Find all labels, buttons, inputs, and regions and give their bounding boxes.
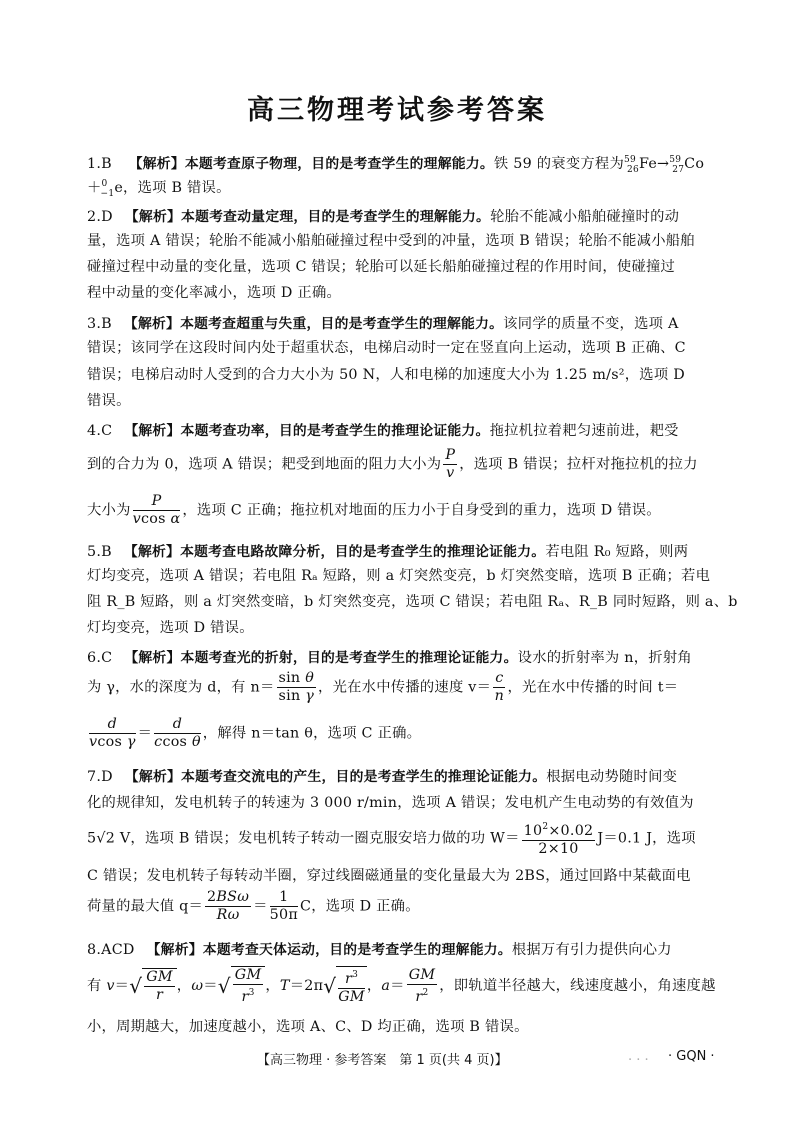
- answer-1-line-2: ＋$^0_{-1}$e，选项 B 错误。: [87, 179, 231, 199]
- fraction-charge: $\frac{\text{2BSω}}{R\omega}$: [207, 889, 250, 923]
- answer-7-head: 【解析】本题考查交流电的产生，目的是考查学生的推理论证能力。: [124, 769, 547, 785]
- answer-4-line-2: 到的合力为 0，选项 A 错误；耙受到地面的阻力大小为 $\frac{P}{v}$ ，选项 B 错误；拉杆对拖拉机的拉力: [87, 447, 698, 481]
- answer-6-head: 【解析】本题考查光的折射，目的是考查学生的推理论证能力。: [124, 650, 518, 666]
- fraction-d-over-ccos: $\frac{d}{\text{ccos θ}}$: [154, 716, 201, 750]
- answer-5-line-4: 灯均变亮，选项 D 错误。: [87, 620, 254, 636]
- answer-2-line-4: 程中动量的变化率减小，选项 D 正确。: [87, 285, 342, 301]
- footer-code: · GQN ·: [668, 1049, 715, 1064]
- answer-6-line-3: $\frac{d}{\text{vcos γ}}$ ＝ $\frac{d}{\text{ccos θ}}$ ，解得 n＝tan θ，选项 C 正确。: [89, 716, 422, 750]
- footer-text: 【高三物理 · 参考答案 第 1 页(共 4 页)】: [257, 1053, 508, 1068]
- answer-7-line-3: 5√2 V，选项 B 错误；发电机转子转动一圈克服安培力做的功 W＝ $\frac{10^2\times 0.02}{2\times 10}$ J＝0.1 J，选项: [87, 819, 696, 858]
- answer-5-line-2: 灯均变亮，选项 A 错误；若电阻 Rₐ 短路，则 a 灯突然变亮，b 灯突然变暗，选项 B 正确；若电: [87, 568, 711, 584]
- fraction-c-over-n: $\frac{c}{n}$: [494, 670, 505, 704]
- answer-2-number: 2.D: [87, 209, 113, 225]
- fraction-one-over-50pi: $\frac{1}{50\pi}$: [269, 889, 298, 923]
- answer-1-number: 1.B: [87, 156, 112, 172]
- answer-8-line-3: 小，周期越大，加速度越小，选项 A、C、D 均正确，选项 B 错误。: [87, 1019, 529, 1035]
- answer-6-line-2: 为 γ，水的深度为 d，有 n＝ $\frac{\text{sin θ}}{\text{sin γ}}$ ，光在水中传播的速度 v＝ $\frac{c}{n}$ ，光在水中传播的时间 t＝: [87, 670, 679, 704]
- answer-2-head: 【解析】本题考查动量定理，目的是考查学生的理解能力。: [124, 209, 491, 225]
- answer-3-line-4: 错误。: [87, 393, 131, 409]
- answer-3-line-3: 错误；电梯启动时人受到的合力大小为 50 N，人和电梯的加速度大小为 1.25 m/s²，选项 D: [87, 367, 685, 383]
- answer-7-number: 7.D: [87, 769, 113, 785]
- answer-3-number: 3.B: [87, 316, 112, 332]
- fraction-p-over-vcos: $\frac{P}{\text{vcos α}}$: [132, 493, 181, 527]
- answer-4-number: 4.C: [87, 423, 113, 439]
- footer-dots: . . .: [628, 1049, 649, 1064]
- page-title: 高三物理考试参考答案: [247, 95, 547, 126]
- answer-1-line-1: 1.B 【解析】本题考查原子物理，目的是考查学生的理解能力。铁 59 的衰变方程为$^{59}_{26}$Fe→$^{59}_{27}$Co: [87, 155, 705, 175]
- answer-2-line-3: 碰撞过程中动量的变化量，选项 C 错误；轮胎可以延长船舶碰撞过程的作用时间，使碰撞过: [87, 259, 676, 275]
- answer-8-head: 【解析】本题考查天体运动，目的是考查学生的理解能力。: [146, 942, 512, 958]
- fraction-d-over-vcos: $\frac{d}{\text{vcos γ}}$: [89, 716, 136, 750]
- answer-8-number: 8.ACD: [87, 942, 135, 958]
- fraction-work: $\frac{10^2\times 0.02}{2\times 10}$: [522, 819, 596, 858]
- answer-5-number: 5.B: [87, 544, 112, 560]
- answer-1-head: 【解析】本题考查原子物理，目的是考查学生的理解能力。: [128, 156, 494, 172]
- answer-3-head: 【解析】本题考查超重与失重，目的是考查学生的理解能力。: [123, 316, 504, 332]
- answer-4-head: 【解析】本题考查功率，目的是考查学生的推理论证能力。: [124, 423, 490, 439]
- fraction-p-over-v: $\frac{P}{v}$: [445, 447, 456, 481]
- answer-2-line-2: 量，选项 A 错误；轮胎不能减小船舶碰撞过程中受到的冲量，选项 B 错误；轮胎不能减小船舶: [87, 233, 695, 249]
- answer-8-line-2: 有 v＝√ $\frac{GM}{r}$ ，ω＝√ $\frac{GM}{r^3}$ ，T＝2π√ $\frac{r^3}{GM}$ ，a＝ $\frac{GM}{r^2}$ ，即轨道半径越大，线速度越小，角速度越: [87, 966, 716, 1005]
- answer-7-line-5: 荷量的最大值 q＝ $\frac{\text{2BSω}}{R\omega}$ ＝ $\frac{1}{50\pi}$ C，选项 D 正确。: [87, 889, 420, 923]
- answer-5-head: 【解析】本题考查电路故障分析，目的是考查学生的推理论证能力。: [123, 544, 546, 560]
- answer-7-line-4: C 错误；发电机转子每转动半圈，穿过线圈磁通量的变化量最大为 2BS，通过回路中某截面电: [87, 868, 691, 884]
- fraction-sin-theta-over-sin-gamma: $\frac{\text{sin θ}}{\text{sin γ}}$: [278, 670, 315, 704]
- answer-3-line-2: 错误；该同学在这段时间内处于超重状态，电梯启动时一定在竖直向上运动，选项 B 正确、C: [87, 340, 686, 356]
- answer-7-line-2: 化的规律知，发电机转子的转速为 3 000 r/min，选项 A 错误；发电机产生电动势的有效值为: [87, 795, 694, 811]
- answer-5-line-3: 阻 R_B 短路，则 a 灯突然变暗，b 灯突然变亮，选项 C 错误；若电阻 Rₐ、R_B 同时短路，则 a、b: [87, 594, 738, 610]
- answer-4-line-3: 大小为 $\frac{P}{\text{vcos α}}$ ，选项 C 正确；拖拉机对地面的压力小于自身受到的重力，选项 D 错误。: [87, 493, 661, 527]
- answer-6-number: 6.C: [87, 650, 113, 666]
